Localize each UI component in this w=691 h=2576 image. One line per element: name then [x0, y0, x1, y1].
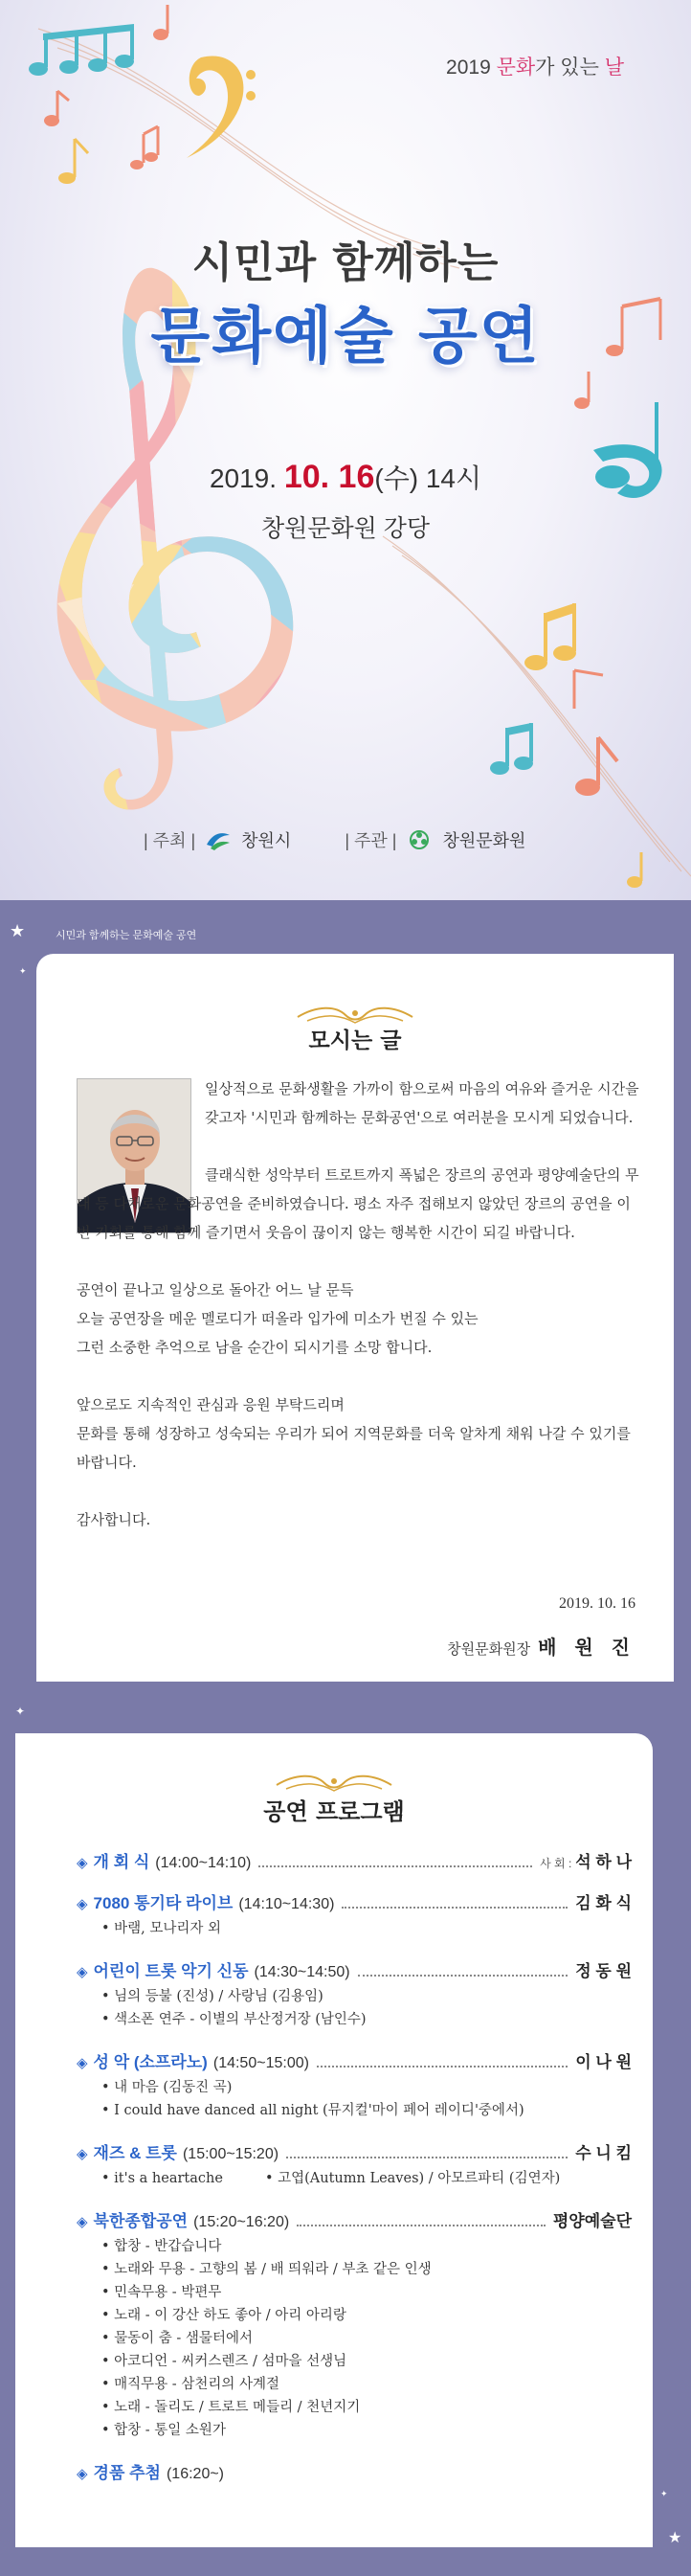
program-item-name: 어린이 트롯 악기 신동 — [93, 1962, 249, 1980]
signer-name: 배 원 진 — [538, 1636, 635, 1659]
changwon-city-logo-icon — [205, 829, 232, 850]
host-name: 창원시 — [241, 831, 292, 850]
program-item-name: 재즈 & 트롯 — [93, 2144, 177, 2162]
diamond-bullet-icon: ◈ — [77, 1855, 88, 1871]
program-item-name: 개 회 식 — [93, 1853, 150, 1871]
diamond-bullet-icon: ◈ — [77, 2466, 88, 2482]
date-month: 10 — [283, 459, 321, 495]
program-sub-item: • it's a heartache — [101, 2167, 223, 2190]
organizer-label: | 주관 | — [345, 831, 397, 850]
program-item-performer: 석 하 나 — [575, 1853, 632, 1871]
program-sub-item: • 고엽(Autumn Leaves) / 아모르파티 (김연자) — [265, 2167, 560, 2190]
star-icon: ★ — [10, 921, 26, 941]
program-item-time: (14:00~14:10) — [155, 1855, 252, 1871]
program-item-time: (14:10~14:30) — [238, 1896, 335, 1912]
ornament-divider-icon — [267, 1772, 401, 1795]
program-sub-item: • 아코디언 - 씨커스렌즈 / 섬마을 선생님 — [101, 2350, 632, 2373]
program-sub-item: • 노래 - 돌리도 / 트로트 메들리 / 천년지기 — [101, 2396, 632, 2419]
star-icon: ✦ — [15, 1705, 26, 1718]
star-icon: ✦ — [660, 2490, 668, 2499]
program-item — [77, 1848, 632, 1872]
program-item — [77, 2048, 632, 2122]
diamond-bullet-icon: ◈ — [77, 2055, 88, 2071]
letter-paragraph: 일상적으로 문화생활을 가까이 함으로써 마음의 여유와 즐거운 시간을 갖고자 '시민과 함께하는 문화공연'으로 여러분을 모시게 되었습니다. — [205, 1080, 639, 1126]
program-sub-item: • 물동이 춤 - 샘물터에서 — [101, 2327, 632, 2350]
program-item-role: 사 회 : — [540, 1857, 572, 1870]
diamond-bullet-icon: ◈ — [77, 1896, 88, 1912]
diamond-bullet-icon: ◈ — [77, 2214, 88, 2230]
program-title: 공연 프로그램 — [263, 1798, 405, 1825]
changwon-culture-center-logo-icon — [406, 829, 433, 850]
event-series-subtitle — [446, 52, 624, 80]
diamond-bullet-icon: ◈ — [77, 1964, 88, 1980]
star-icon: ✦ — [19, 967, 27, 977]
program-sub-item: • 바램, 모나리자 외 — [101, 1917, 632, 1940]
subtitle-mid: 가 있는 — [535, 56, 605, 79]
program-item — [77, 2207, 632, 2442]
host-label: | 주최 | — [144, 831, 196, 850]
program-sub-item: • 노래 - 이 강산 하도 좋아 / 아리 아리랑 — [101, 2304, 632, 2327]
program-item-name: 북한종합공연 — [93, 2212, 189, 2230]
letter-title: 모시는 글 — [308, 1028, 402, 1053]
program-item — [77, 2139, 632, 2190]
organizers — [144, 827, 525, 852]
subtitle-accent: 문화 — [496, 56, 536, 79]
date-year: 2019. — [209, 463, 284, 493]
program-item — [77, 1957, 632, 2031]
letter-signature — [447, 1632, 635, 1660]
program-item-performer: 이 나 원 — [575, 2053, 632, 2071]
poster-section — [0, 0, 691, 900]
program-sub-item: • 매직무용 - 삼천리의 사계절 — [101, 2373, 632, 2396]
program-sub-item: • 내 마음 (김동진 곡) — [101, 2076, 632, 2099]
program-sub-item: • 님의 등불 (진성) / 사랑님 (김용임) — [101, 1985, 632, 2008]
program-item-performer: 수 니 킴 — [575, 2144, 632, 2162]
letter-paragraph: 공연이 끝나고 일상으로 돌아간 어느 날 문득 오늘 공연장을 메운 멜로디가 떠올라 입가에 미소가 번질 수 있는 그런 소중한 추억으로 남을 순간이 되시기를 소망 합니다. — [77, 1281, 479, 1356]
letter-date: 2019. 10. 16 — [559, 1595, 635, 1612]
program-item-time: (15:20~16:20) — [193, 2214, 290, 2230]
event-date — [0, 458, 691, 496]
program-item-time: (16:20~) — [166, 2466, 225, 2482]
poster-title-line1: 시민과 함께하는 — [191, 238, 500, 287]
program-sub-item: • 색소폰 연주 - 이별의 부산정거장 (남인수) — [101, 2008, 632, 2031]
program-item-time: (14:50~15:00) — [212, 2055, 309, 2071]
program-item-name: 경품 추첨 — [93, 2464, 161, 2482]
program-item-performer: 평양예술단 — [552, 2212, 632, 2230]
event-venue: 창원문화원 강당 — [261, 515, 430, 542]
letter-paragraph: 감사합니다. — [77, 1511, 151, 1528]
program-sub-item: • 노래와 무용 - 고향의 봄 / 배 띄워라 / 부초 같은 인생 — [101, 2258, 632, 2281]
program-item-time: (15:00~15:20) — [182, 2146, 279, 2162]
program-item — [77, 2459, 632, 2483]
signer-title: 창원문화원장 — [447, 1640, 531, 1658]
star-icon: ★ — [668, 2528, 682, 2546]
program-card — [15, 1733, 653, 2547]
date-weekday-time: (수) 14시 — [374, 463, 482, 493]
program-item-name: 성 악 (소프라노) — [93, 2053, 208, 2071]
subtitle-year: 2019 — [446, 56, 497, 79]
program-item-time: (14:30~14:50) — [254, 1964, 350, 1980]
program-item-performer: 김 화 식 — [575, 1894, 632, 1912]
subtitle-end: 날 — [604, 56, 624, 79]
letter-body — [77, 1074, 641, 1563]
program-item-name: 7080 통기타 라이브 — [93, 1894, 234, 1912]
diamond-bullet-icon: ◈ — [77, 2146, 88, 2162]
program-sub-item: • 합창 - 통일 소원가 — [101, 2419, 632, 2442]
program-item-performer: 정 동 원 — [575, 1962, 632, 1980]
date-separator: . — [320, 459, 339, 495]
invitation-letter-card — [36, 954, 674, 1682]
program-sub-item: • 합창 - 반갑습니다 — [101, 2235, 632, 2258]
poster-title-line2: 문화예술 공연 — [150, 302, 541, 373]
section-strip-label: 시민과 함께하는 문화예술 공연 — [56, 930, 197, 941]
date-day: 16 — [338, 459, 375, 495]
letter-paragraph: 앞으로도 지속적인 관심과 응원 부탁드리며 문화를 통해 성장하고 성숙되는 우리가 되어 지역문화를 더욱 알차게 채워 나갈 수 있기를 바랍니다. — [77, 1396, 631, 1471]
organizer-name: 창원문화원 — [442, 831, 526, 850]
program-sub-item: • I could have danced all night (뮤지컬'마이 페어 레이디'중에서) — [101, 2099, 632, 2122]
program-item — [77, 1889, 632, 1940]
program-list — [77, 1848, 632, 2500]
program-sub-item: • 민속무용 - 박편무 — [101, 2281, 632, 2304]
letter-paragraph: 클래식한 성악부터 트로트까지 폭넓은 장르의 공연과 평양예술단의 무대 등 다채로운 문화공연을 준비하였습니다. 평소 자주 접해보지 않았던 장르의 공연을 이번 기회를 통해 함께 즐기면서 웃음이 끊이지 않는 행복한 시간이 되길 바랍니다. — [77, 1166, 639, 1241]
